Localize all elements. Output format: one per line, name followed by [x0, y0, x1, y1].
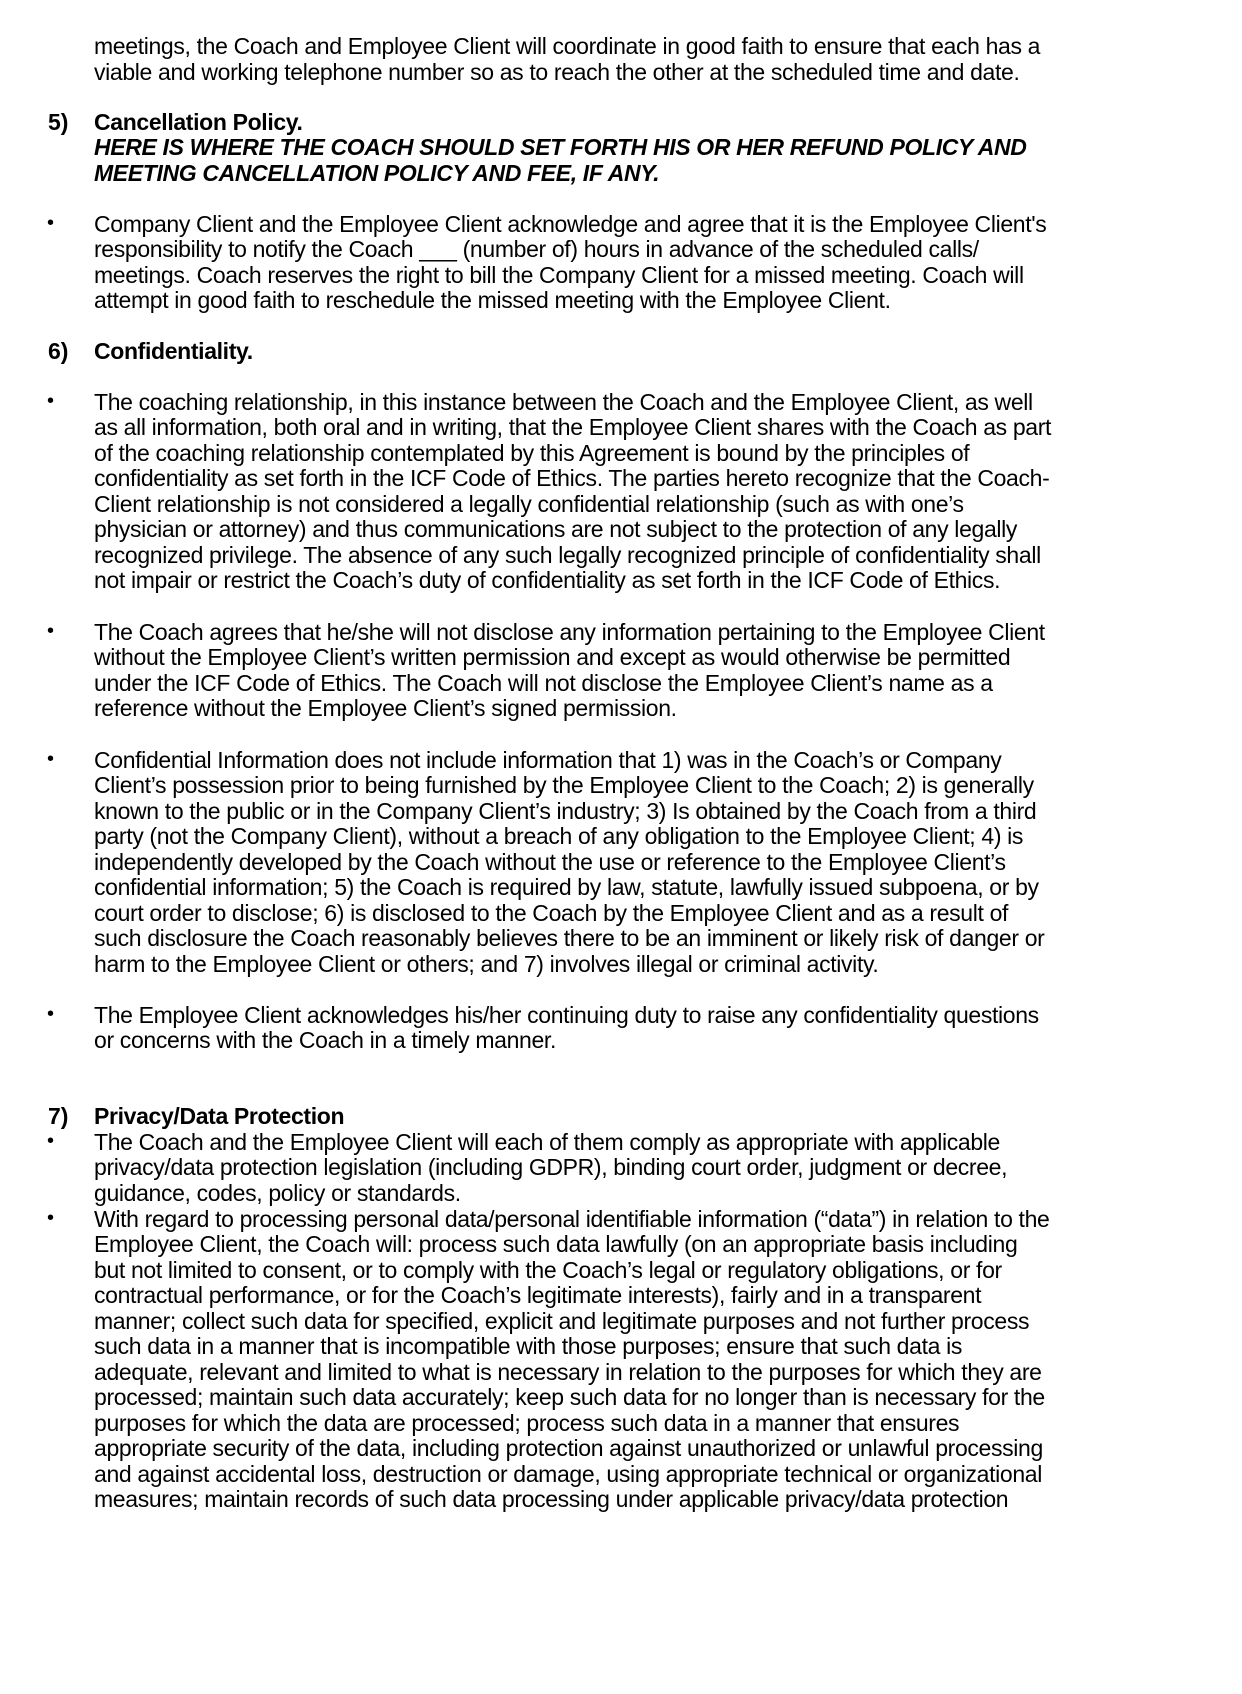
bullet-line: known to the public or in the Company Client’s industry; 3) Is obtained by the Coach from a third [94, 798, 1037, 824]
bullet-line: appropriate security of the data, including protection against unauthorized or unlawful processing [94, 1435, 1043, 1461]
section-number: 7) [48, 1103, 69, 1129]
bullet-line: The coaching relationship, in this instance between the Coach and the Employee Client, as well [94, 389, 1033, 415]
bullet-line: Client’s possession prior to being furnished by the Employee Client to the Coach; 2) is generally [94, 772, 1034, 798]
bullet-line: such disclosure the Coach reasonably believes there to be an imminent or likely risk of danger or [94, 925, 1045, 951]
bullet-line: adequate, relevant and limited to what is necessary in relation to the purposes for which they are [94, 1359, 1042, 1385]
bullet-line: With regard to processing personal data/personal identifiable information (“data”) in relation to the [94, 1206, 1050, 1232]
bullet-line: confidentiality as set forth in the ICF Code of Ethics. The parties hereto recognize that the Coach- [94, 465, 1050, 491]
bullet-line: as all information, both oral and in writing, that the Employee Client shares with the Coach as part [94, 414, 1052, 440]
bullet-line: such data in a manner that is incompatible with those purposes; ensure that such data is [94, 1333, 962, 1359]
section-title: Confidentiality. [94, 338, 253, 364]
bullet-icon: • [47, 1130, 55, 1152]
bullet-line: purposes for which the data are processed; process such data in a manner that ensures [94, 1410, 960, 1436]
section-number: 6) [48, 338, 69, 364]
bullet-line: The Employee Client acknowledges his/her continuing duty to raise any confidentiality questions [94, 1002, 1039, 1028]
bullet-line: manner; collect such data for specified, explicit and legitimate purposes and not further process [94, 1308, 1030, 1334]
bullet-line: physician or attorney) and thus communications are not subject to the protection of any legally [94, 516, 1018, 542]
bullet-line: without the Employee Client’s written permission and except as would otherwise be permitted [94, 644, 1011, 670]
bullet-line: responsibility to notify the Coach ___ (number of) hours in advance of the scheduled calls/ [94, 236, 979, 262]
bullet-line: confidential information; 5) the Coach is required by law, statute, lawfully issued subpoena, or by [94, 874, 1039, 900]
bullet-line: processed; maintain such data accurately; keep such data for no longer than is necessary for the [94, 1384, 1045, 1410]
bullet-line: The Coach and the Employee Client will each of them comply as appropriate with applicable [94, 1129, 1000, 1155]
bullet-line: and against accidental loss, destruction or damage, using appropriate technical or organizational [94, 1461, 1042, 1487]
bullet-line: contractual performance, or for the Coach’s legitimate interests), fairly and in a transparent [94, 1282, 982, 1308]
bullet-line: meetings. Coach reserves the right to bill the Company Client for a missed meeting. Coach will [94, 262, 1024, 288]
bullet-line: privacy/data protection legislation (including GDPR), binding court order, judgment or decree, [94, 1154, 1008, 1180]
bullet-line: guidance, codes, policy or standards. [94, 1180, 461, 1206]
intro-line: meetings, the Coach and Employee Client will coordinate in good faith to ensure that each has a [94, 33, 1041, 59]
bullet-line: attempt in good faith to reschedule the missed meeting with the Employee Client. [94, 287, 891, 313]
bullet-icon: • [47, 1207, 55, 1229]
bullet-line: Client relationship is not considered a legally confidential relationship (such as with one’s [94, 491, 964, 517]
section-title: Cancellation Policy. [94, 109, 303, 135]
instruction-line: MEETING CANCELLATION POLICY AND FEE, IF ANY. [94, 160, 660, 186]
bullet-line: The Coach agrees that he/she will not disclose any information pertaining to the Employee Client [94, 619, 1045, 645]
section-number: 5) [48, 109, 69, 135]
intro-line: viable and working telephone number so as to reach the other at the scheduled time and date. [94, 59, 1020, 85]
bullet-line: Company Client and the Employee Client acknowledge and agree that it is the Employee Client's [94, 211, 1047, 237]
bullet-line: Employee Client, the Coach will: process such data lawfully (on an appropriate basis including [94, 1231, 1018, 1257]
bullet-icon: • [47, 390, 55, 412]
bullet-line: party (not the Company Client), without a breach of any obligation to the Employee Client; 4) is [94, 823, 1024, 849]
bullet-line: or concerns with the Coach in a timely manner. [94, 1027, 557, 1053]
bullet-icon: • [47, 212, 55, 234]
bullet-icon: • [47, 620, 55, 642]
bullet-line: harm to the Employee Client or others; and 7) involves illegal or criminal activity. [94, 951, 879, 977]
bullet-line: court order to disclose; 6) is disclosed to the Coach by the Employee Client and as a result of [94, 900, 1009, 926]
bullet-line: reference without the Employee Client’s signed permission. [94, 695, 677, 721]
bullet-line: under the ICF Code of Ethics. The Coach will not disclose the Employee Client’s name as a [94, 670, 993, 696]
bullet-line: recognized privilege. The absence of any such legally recognized principle of confidentiality shall [94, 542, 1041, 568]
bullet-line: not impair or restrict the Coach’s duty of confidentiality as set forth in the ICF Code of Ethics. [94, 567, 1001, 593]
bullet-line: but not limited to consent, or to comply with the Coach’s legal or regulatory obligations, or for [94, 1257, 1002, 1283]
bullet-icon: • [47, 748, 55, 770]
bullet-line: Confidential Information does not include information that 1) was in the Coach’s or Company [94, 747, 1002, 773]
instruction-line: HERE IS WHERE THE COACH SHOULD SET FORTH HIS OR HER REFUND POLICY AND [94, 134, 1027, 160]
bullet-line: measures; maintain records of such data processing under applicable privacy/data protection [94, 1486, 1009, 1512]
bullet-line: of the coaching relationship contemplated by this Agreement is bound by the principles of [94, 440, 970, 466]
bullet-icon: • [47, 1003, 55, 1025]
bullet-line: independently developed by the Coach without the use or reference to the Employee Client’s [94, 849, 1006, 875]
section-title: Privacy/Data Protection [94, 1103, 345, 1129]
